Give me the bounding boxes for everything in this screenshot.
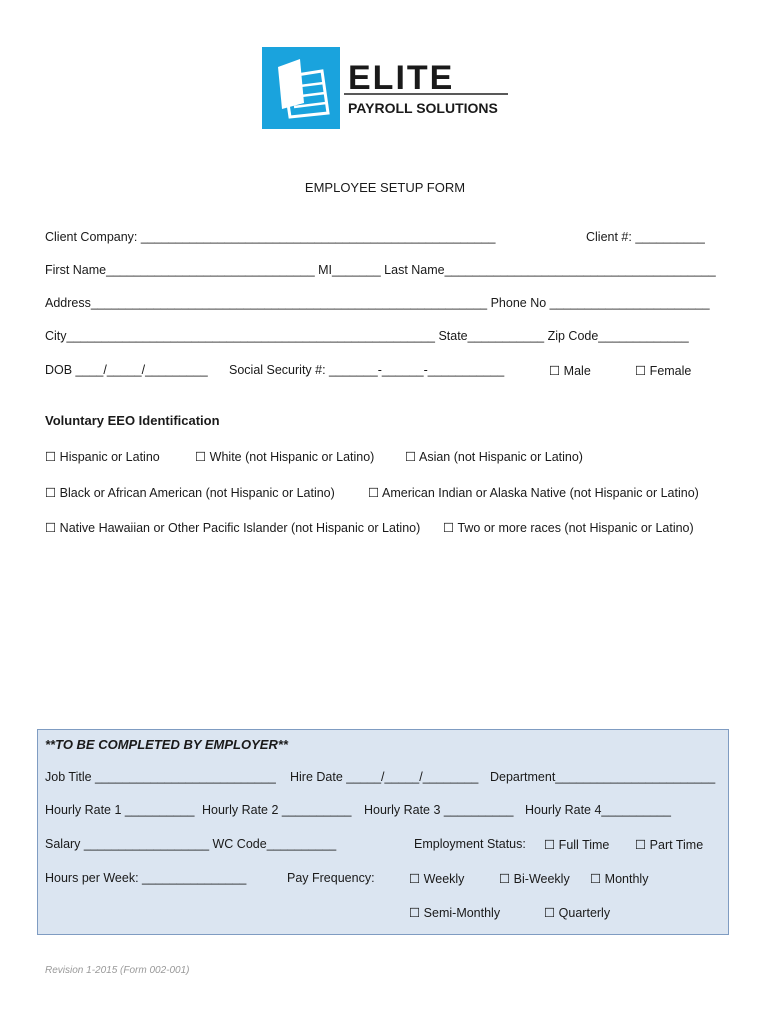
weekly-checkbox[interactable]: ☐ Weekly bbox=[409, 872, 465, 886]
employment-status-label: Employment Status: bbox=[414, 837, 526, 851]
name-fields[interactable]: First Name______________________________ MI_______ Last Name_______________________________________ bbox=[45, 263, 716, 277]
client-number-field[interactable]: Client #: __________ bbox=[586, 230, 705, 244]
hours-per-week-field[interactable]: Hours per Week: _______________ bbox=[45, 871, 247, 885]
hourly-rate-3-field[interactable]: Hourly Rate 3 __________ bbox=[364, 803, 514, 817]
form-title: EMPLOYEE SETUP FORM bbox=[304, 180, 466, 195]
client-company-field[interactable]: Client Company: ___________________________________________________ bbox=[45, 230, 496, 244]
dob-field[interactable]: DOB ____/_____/_________ bbox=[45, 363, 208, 377]
male-checkbox[interactable]: ☐ Male bbox=[549, 364, 591, 378]
hourly-rate-2-field[interactable]: Hourly Rate 2 __________ bbox=[202, 803, 352, 817]
pay-frequency-label: Pay Frequency: bbox=[287, 871, 375, 885]
biweekly-checkbox[interactable]: ☐ Bi-Weekly bbox=[499, 872, 570, 886]
hourly-rate-1-field[interactable]: Hourly Rate 1 __________ bbox=[45, 803, 195, 817]
company-logo bbox=[262, 47, 510, 129]
address-phone-fields[interactable]: Address_________________________________________________________ Phone No _______________________ bbox=[45, 296, 710, 310]
department-field[interactable]: Department_______________________ bbox=[490, 770, 716, 784]
employer-heading: **TO BE COMPLETED BY EMPLOYER** bbox=[45, 737, 288, 752]
full-time-checkbox[interactable]: ☐ Full Time bbox=[544, 838, 610, 852]
two-or-more-checkbox[interactable]: ☐ Two or more races (not Hispanic or Latino) bbox=[443, 521, 694, 535]
hispanic-checkbox[interactable]: ☐ Hispanic or Latino bbox=[45, 450, 160, 464]
elite-logo-graphic bbox=[262, 47, 510, 129]
white-checkbox[interactable]: ☐ White (not Hispanic or Latino) bbox=[195, 450, 375, 464]
logo-word: ELITE bbox=[348, 59, 455, 97]
black-checkbox[interactable]: ☐ Black or African American (not Hispanic or Latino) bbox=[45, 486, 335, 500]
ssn-field[interactable]: Social Security #: _______-______-___________ bbox=[229, 363, 505, 377]
asian-checkbox[interactable]: ☐ Asian (not Hispanic or Latino) bbox=[405, 450, 583, 464]
part-time-checkbox[interactable]: ☐ Part Time bbox=[635, 838, 704, 852]
monthly-checkbox[interactable]: ☐ Monthly bbox=[590, 872, 649, 886]
semimonthly-checkbox[interactable]: ☐ Semi-Monthly bbox=[409, 906, 501, 920]
hire-date-field[interactable]: Hire Date _____/_____/________ bbox=[290, 770, 479, 784]
hourly-rate-4-field[interactable]: Hourly Rate 4__________ bbox=[525, 803, 671, 817]
eeo-heading: Voluntary EEO Identification bbox=[45, 413, 220, 428]
logo-tagline: PAYROLL SOLUTIONS bbox=[348, 100, 498, 116]
hawaiian-checkbox[interactable]: ☐ Native Hawaiian or Other Pacific Islander (not Hispanic or Latino) bbox=[45, 521, 421, 535]
city-state-zip-fields[interactable]: City_____________________________________________________ State___________ Zip Code_____________ bbox=[45, 329, 689, 343]
quarterly-checkbox[interactable]: ☐ Quarterly bbox=[544, 906, 611, 920]
employer-section bbox=[37, 729, 729, 935]
revision-note: Revision 1-2015 (Form 002-001) bbox=[45, 965, 190, 976]
salary-wc-code-field[interactable]: Salary __________________ WC Code__________ bbox=[45, 837, 337, 851]
logo-page-shape bbox=[278, 59, 304, 109]
american-indian-checkbox[interactable]: ☐ American Indian or Alaska Native (not Hispanic or Latino) bbox=[368, 486, 699, 500]
job-title-field[interactable]: Job Title __________________________ bbox=[45, 770, 276, 784]
female-checkbox[interactable]: ☐ Female bbox=[635, 364, 692, 378]
